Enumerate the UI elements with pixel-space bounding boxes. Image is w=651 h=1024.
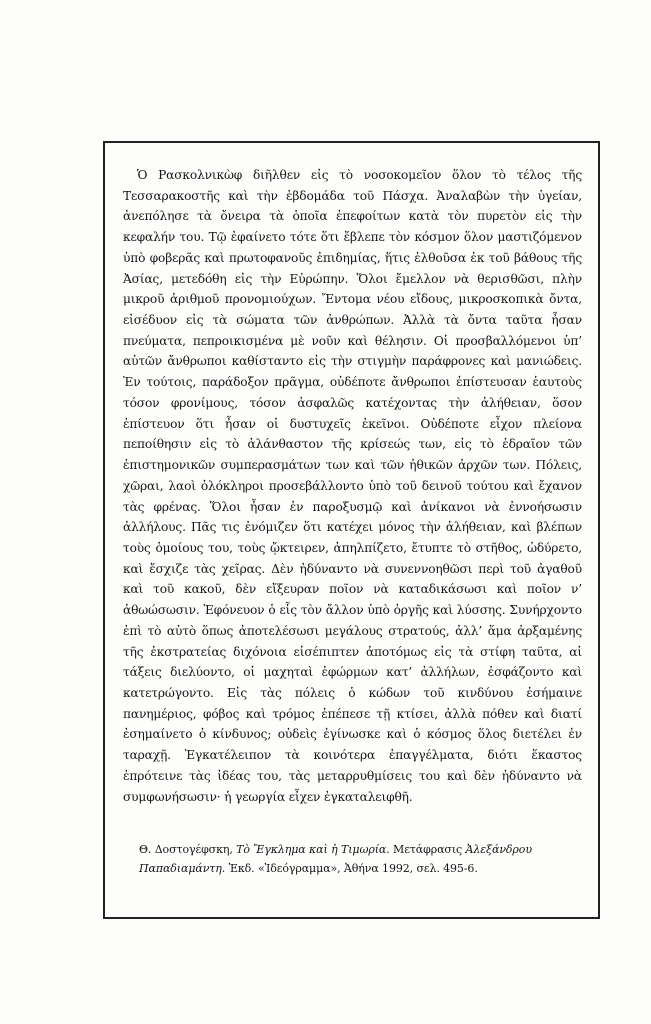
quoted-passage: Ὁ Ρασκολνικὼφ διῆλθεν εἰς τὸ νοσοκομεῖον ὅλον τὸ τέλος τῆς Τεσσαρακοστῆς καὶ τὴν ἑβδομάδα τοῦ Πάσχα. Ἀναλαβὼν τὴν ὑγείαν, ἀνεπόλησε τὰ ὄνειρα τὰ ὁποῖα ἐπεφοίτων κατὰ τὸν πυρετὸν εἰς τὴν κεφαλήν του. Τῷ ἐφαίνετο τότε ὅτι ἔβλεπε τὸν κόσμον ὅλον μαστιζόμενον ὑπὸ φοβερᾶς καὶ πρωτοφανοῦς ἐπιδημίας, ἥτις ἐλθοῦσα ἐκ τοῦ βάθους τῆς Ἀσίας, μετεδόθη εἰς τὴν Εὐρώπην. Ὅλοι ἔμελλον νὰ θερισθῶσι, πλὴν μικροῦ ἀριθμοῦ προνομιούχων. Ἔντομα νέου εἴδους, μικροσκοπικὰ ὄντα, εἰσέδυον εἰς τὰ σώματα τῶν ἀνθρώπων. Ἀλλὰ τὰ ὄντα ταῦτα ἦσαν πνεύματα, πεπροικισμένα μὲ νοῦν καὶ θέλησιν. Οἱ προσβαλλόμενοι ὑπ’ αὐτῶν ἄνθρωποι καθίσταντο εἰς τὴν στιγμὴν παράφρονες καὶ μανιώδεις. Ἐν τούτοις, παράδοξον πρᾶγμα, οὐδέποτε ἄνθρωποι ἐπίστευσαν ἑαυτοὺς τόσον φρονίμους, τόσον ἀσφαλῶς κατέχοντας τὴν ἀλήθειαν, ὅσον ἐπίστευον ὅτι ἦσαν οἱ δυστυχεῖς ἐκεῖνοι. Οὐδέποτε εἶχον πλείονα πεποίθησιν εἰς τὸ ἀλάνθαστον τῆς κρίσεώς των, εἰς τὸ ἑδραῖον τῶν ἐπιστημονικῶν συμπερασμάτων των καὶ τῶν ἠθικῶν ἀρχῶν των. Πόλεις, χῶραι, λαοὶ ὁλόκληροι προσεβάλλοντο ὑπὸ τοῦ δεινοῦ τούτου καὶ ἔχανον τὰς φρένας. Ὅλοι ἦσαν ἐν παροξυσμῷ καὶ ἀνίκανοι νὰ ἐννοήσωσιν ἀλλήλους. Πᾶς τις ἐνόμιζεν ὅτι κατέχει μόνος τὴν ἀλήθειαν, καὶ βλέπων τοὺς ὁμοίους του, τοὺς ᾤκτειρεν, ἀπηλπίζετο, ἔτυπτε τὸ στῆθος, ὠδύρετο, καὶ ἔσχιζε τὰς χεῖρας. Δὲν ἠδύναντο νὰ συνεννοηθῶσι περὶ τοῦ ἀγαθοῦ καὶ τοῦ κακοῦ, δὲν εἴξευραν ποῖον νὰ καταδικάσωσι καὶ ποῖον ν’ ἀθωώσωσιν. Ἐφόνευον ὁ εἷς τὸν ἄλλον ὑπὸ ὀργῆς καὶ λύσσης. Συνήρχοντο ἐπὶ τὸ αὐτὸ ὅπως ἀποτελέσωσι μεγάλους στρατούς, ἀλλ’ ἅμα ἀρξαμένης τῆς ἐκστρατείας διχόνοια εἰσέπιπτεν ἀποτόμως εἰς τὰ στίφη ταῦτα, αἱ τάξεις διελύοντο, οἱ μαχηταὶ ἐφώρμων κατ’ ἀλλήλων, ἐσφάζοντο καὶ κατετρώγοντο. Εἰς τὰς πόλεις ὁ κώδων τοῦ κινδύνου ἐσήμαινε πανημέριος, φόβος καὶ τρόμος ἐπέπεσε τῇ κτίσει, ἀλλὰ πόθεν καὶ διατί ἐσημαίνετο ὁ κίνδυνος; οὐδεὶς ἐγίνωσκε καὶ ὁ κόσμος ὅλος διετέλει ἐν ταραχῇ. Ἐγκατέλειπον τὰ κοινότερα ἐπαγγέλματα, διότι ἕκαστος ἐπρότεινε τὰς ἰδέας του, τὰς μεταρρυθμίσεις του καὶ δὲν ἠδύναντο νὰ συμφωνήσωσιν· ἡ γεωργία εἶχεν ἐγκαταλειφθῆ. — [123, 168, 582, 804]
source-citation — [139, 840, 582, 878]
citation-translation-prefix: Μετάφρασις — [393, 843, 463, 856]
citation-translator: Ἀλεξάνδρου Παπαδιαμάντη. — [139, 843, 532, 875]
citation-publication: Ἐκδ. «Ἰδεόγραμμα», Ἀθήνα 1992, σελ. 495-6. — [228, 862, 478, 875]
quotation-box — [103, 141, 600, 919]
citation-author: Θ. Δοστογέφσκη, — [139, 843, 233, 856]
citation-title: Τὸ Ἔγκλημα καὶ ἡ Τιμωρία. — [236, 843, 390, 856]
